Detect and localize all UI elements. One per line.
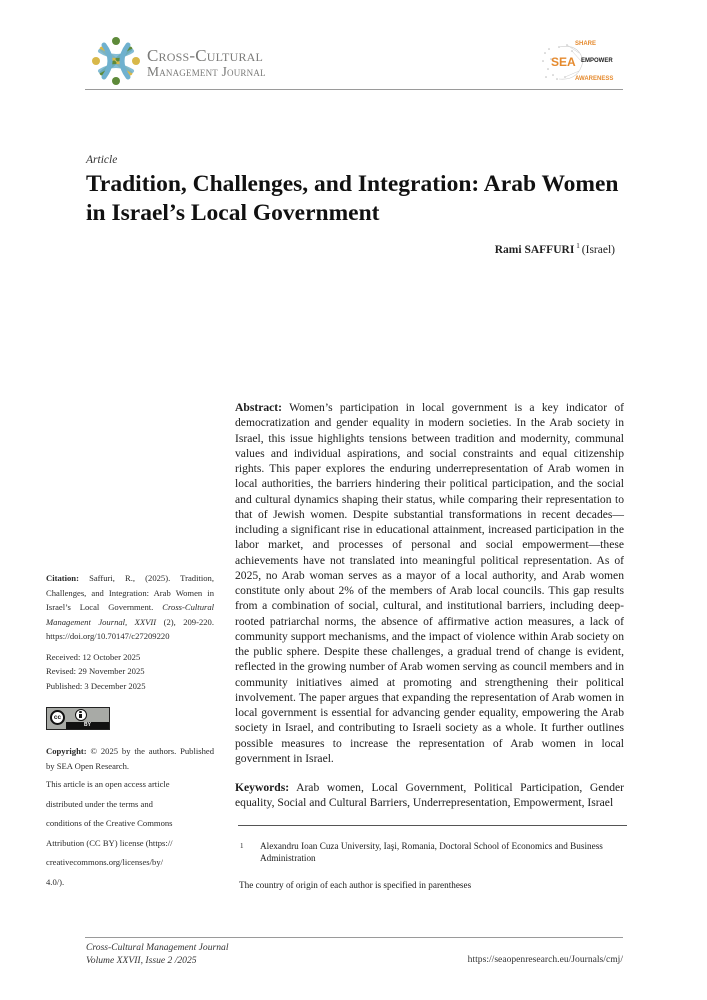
footer-journal-name: Cross-Cultural Management Journal xyxy=(86,942,229,953)
header-divider xyxy=(85,89,623,90)
attribution-person-icon xyxy=(75,709,87,721)
abstract-label: Abstract: xyxy=(235,401,283,414)
footer-url[interactable]: https://seaopenresearch.eu/Journals/cmj/ xyxy=(467,954,623,965)
citation-label: Citation: xyxy=(46,573,79,583)
citation-journal: Cross-Cultural Management Journal, XXVII xyxy=(46,602,215,627)
article-dates xyxy=(46,650,214,694)
creative-commons-icon: cc xyxy=(50,710,65,725)
license-statement xyxy=(46,775,214,892)
footer-divider xyxy=(85,937,623,938)
keywords-label: Keywords: xyxy=(235,781,290,794)
journal-logo-icon xyxy=(90,35,142,87)
footnote-divider xyxy=(238,825,627,826)
journal-name-line1: Cross-Cultural xyxy=(147,46,264,65)
license-line: 4.0/). xyxy=(46,876,65,887)
abstract-text: Women’s participation in local government is a key indicator of democratization and gender equality in modern societies. In the Arab society in Israel, this issue highlights tensions between tradition and modernity, communal values and individual aspirations, and social constraints and equal citizenship rights. This paper explores the enduring underrepresentation of Arab women in local authorities, the barriers hindering their political participation, and the social and cultural dynamics shaping their status, while comparing their representation to that of Jewish women. Despite substantial transformations in recent decades—including a significant rise in educational attainment, increased participation in the labor market, and processes of personal and social empowerment—these achievements have not translated into meaningful political representation. As of 2025, no Arab woman serves as a mayor of a local authority, and Arab women constitute only about 2% of the members of Arab local councils. This gap results from a combination of social, cultural, and institutional barriers, including deep-rooted patriarchal norms, the absence of affirmative action measures, a lack of community support mechanisms, and the impact of violence within Arab society on the public sphere. Despite these challenges, a gradual trend of change is evident, reflected in the growing number of Arab women serving as council members and in community initiatives aimed at promoting and strengthening their political involvement. The paper argues that expanding the representation of Arab women in local government is essential for advancing gender equality, empowering the Arab society in Israel, and contributing to Israeli society as a whole. It further outlines possible measures to increase the representation of Arab women in local government in Israel. xyxy=(235,401,624,765)
received-date: Received: 12 October 2025 xyxy=(46,651,141,662)
journal-name xyxy=(147,47,266,79)
copyright xyxy=(46,744,214,774)
author-line xyxy=(495,242,615,256)
publisher-logo xyxy=(539,39,619,85)
citation xyxy=(46,571,214,644)
footer-journal-info xyxy=(86,941,228,967)
sea-wordmark: SEA xyxy=(551,55,576,69)
origin-note: The country of origin of each author is specified in parentheses xyxy=(239,879,472,890)
citation-text: Saffuri, R., (2025). Tradition, Challenges, and Integration: Arab Women in Israel’s Local Government. xyxy=(46,573,214,612)
author-affiliation-marker: 1 xyxy=(576,242,580,250)
abstract xyxy=(235,400,624,766)
article-title: Tradition, Challenges, and Integration: Arab Women in Israel’s Local Government xyxy=(86,171,619,226)
sea-word-empower: EMPOWER xyxy=(581,58,613,64)
sea-word-share: SHARE xyxy=(575,41,597,47)
copyright-label: Copyright: xyxy=(46,746,87,756)
keywords-text: Arab women, Local Government, Political Participation, Gender equality, Social and Cultural Barriers, Underrepresentation, Empowerment, Israel xyxy=(235,781,624,810)
article-type: Article xyxy=(86,154,118,166)
citation-doi[interactable]: (2), 209-220. https://doi.org/10.70147/c27209220 xyxy=(46,616,214,641)
keywords xyxy=(235,780,624,811)
page-header xyxy=(85,33,623,89)
cc-by-license-badge[interactable] xyxy=(46,707,110,730)
license-line: distributed under the terms and xyxy=(46,798,153,809)
footer-volume: Volume XXVII, Issue 2 /2025 xyxy=(86,955,197,966)
main-column xyxy=(235,400,624,893)
license-line[interactable]: creativecommons.org/licenses/by/ xyxy=(46,857,164,867)
author-country: (Israel) xyxy=(581,243,615,256)
published-date: Published: 3 December 2025 xyxy=(46,680,146,691)
license-line: This article is an open access article xyxy=(46,779,170,789)
footnote-number: 1 xyxy=(240,841,244,850)
author-name: Rami SAFFURI xyxy=(494,243,575,256)
license-line: conditions of the Creative Commons xyxy=(46,818,173,828)
revised-date: Revised: 29 November 2025 xyxy=(46,666,145,676)
journal-name-line2: Management Journal xyxy=(147,64,266,79)
sidebar xyxy=(46,571,214,892)
copyright-text: © 2025 by the authors. Published by SEA Open Research. xyxy=(46,746,214,771)
footnote xyxy=(238,840,624,865)
sea-word-awareness: AWARENESS xyxy=(575,76,614,82)
license-line: Attribution (CC BY) license (https:// xyxy=(46,837,173,848)
by-label: BY xyxy=(66,722,109,729)
footnote-text: Alexandru Ioan Cuza University, Iaşi, Romania, Doctoral School of Economics and Business Administration xyxy=(260,840,603,863)
